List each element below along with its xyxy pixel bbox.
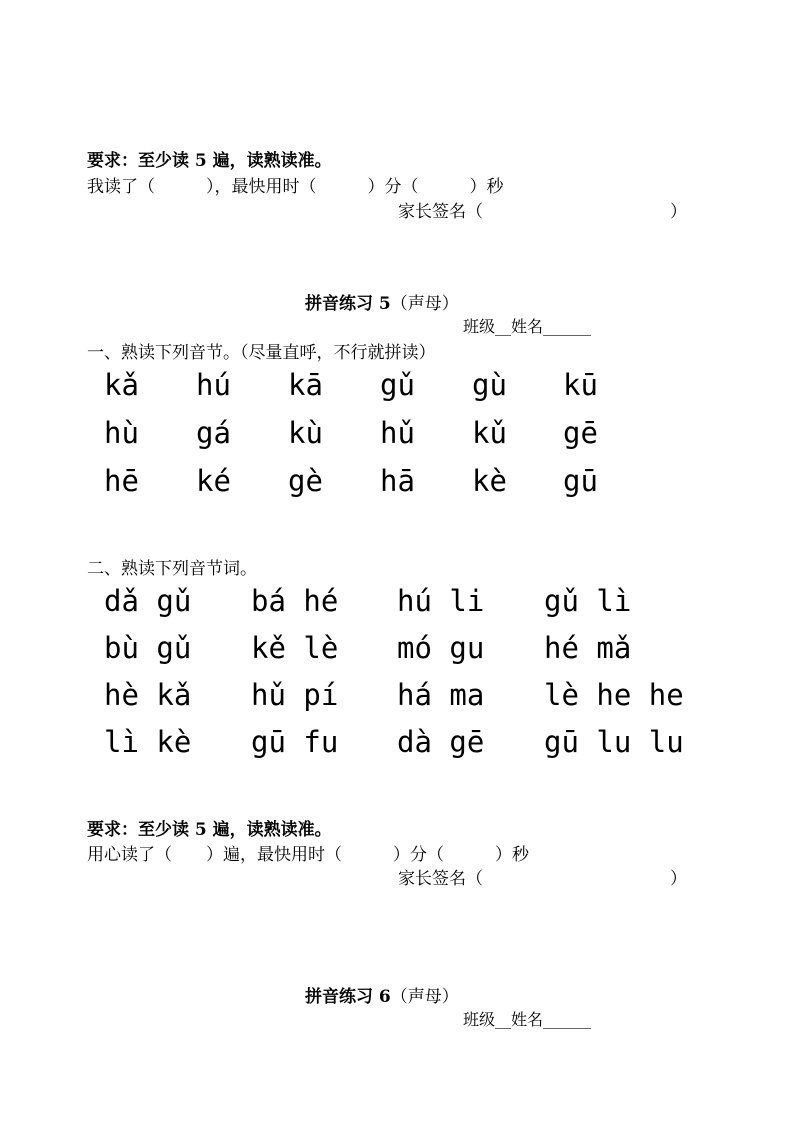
word: hú li (397, 584, 485, 618)
word: mó gu (397, 631, 485, 665)
syllable: kè (472, 464, 507, 498)
word: há ma (397, 678, 485, 712)
parent-signature-top: 家长签名（ ） (398, 202, 687, 222)
syllable: gá (196, 416, 231, 450)
lesson6-title-main: 拼音练习 6 (305, 987, 391, 1007)
word: dà gē (397, 725, 485, 759)
syllable: kù (288, 416, 323, 450)
syllable: kū (563, 368, 598, 402)
word: kě lè (251, 631, 339, 665)
part2-heading: 二、熟读下列音节词。 (87, 559, 257, 579)
word: hǔ pí (251, 678, 339, 712)
syllable: hù (104, 416, 139, 450)
syllable: hú (196, 368, 231, 402)
word: bá hé (251, 584, 339, 618)
lesson6-class-name: 班级__姓名______ (463, 1010, 592, 1029)
requirement-top: 要求：至少读 5 遍，读熟读准。 (87, 151, 332, 171)
syllable: gē (563, 416, 598, 450)
syllable: gǔ (380, 368, 415, 402)
lesson6-title-sub: （声母） (390, 987, 459, 1007)
word: bù gǔ (104, 631, 192, 665)
word: lì kè (104, 725, 192, 759)
syllable: kǎ (104, 368, 139, 402)
syllable: gù (472, 368, 507, 402)
syllable: kǔ (472, 416, 507, 450)
lesson5-title-sub: （声母） (390, 294, 459, 314)
syllable: gè (288, 464, 323, 498)
word: gū fu (251, 725, 339, 759)
syllable: kā (288, 368, 323, 402)
syllable: ké (196, 464, 231, 498)
parent-signature-lesson5: 家长签名（ ） (398, 869, 687, 889)
part1-heading: 一、熟读下列音节。（尽量直呼，不行就拼读） (87, 343, 436, 363)
syllable: gū (563, 464, 598, 498)
requirement-lesson5: 要求：至少读 5 遍，读熟读准。 (87, 820, 332, 840)
lesson5-title-main: 拼音练习 5 (305, 294, 391, 314)
syllable: hā (380, 464, 415, 498)
word: lè he he (544, 678, 684, 712)
read-count-line-lesson5: 用心读了（ ）遍，最快用时（ ）分（ ）秒 (87, 845, 529, 865)
word: gǔ lì (544, 584, 632, 618)
read-count-line-top: 我读了（ ），最快用时（ ）分（ ）秒 (87, 177, 504, 197)
syllable: hē (104, 464, 139, 498)
word: hè kǎ (104, 678, 192, 712)
lesson6-title (305, 982, 459, 1007)
lesson5-class-name: 班级__姓名______ (463, 317, 592, 336)
word: dǎ gǔ (104, 584, 192, 618)
word: gū lu lu (544, 725, 684, 759)
syllable: hǔ (380, 416, 415, 450)
word: hé mǎ (544, 631, 632, 665)
lesson5-title (305, 289, 459, 314)
